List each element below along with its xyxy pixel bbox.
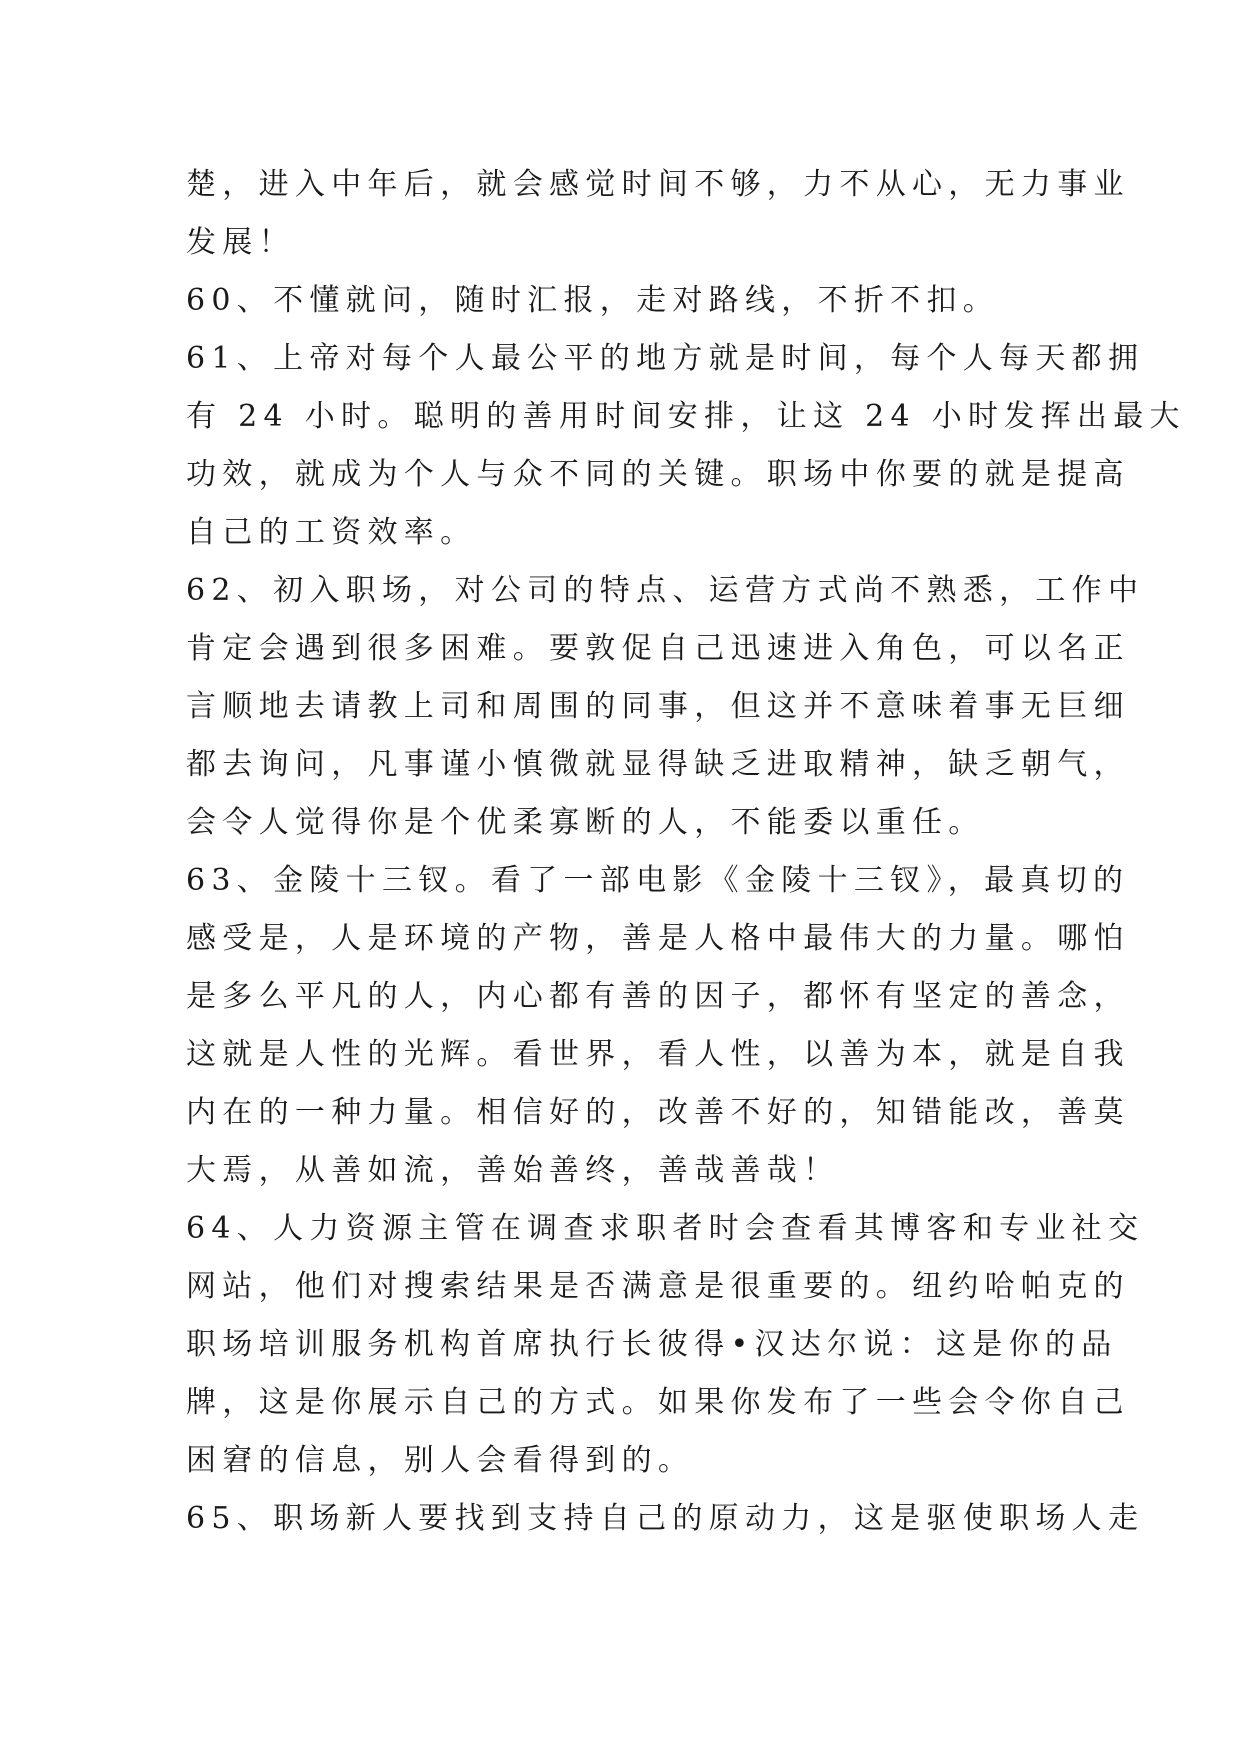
text-line: 肯定会遇到很多困难。要敦促自己迅速进入角色，可以名正: [186, 631, 1130, 666]
text-line: 牌，这是你展示自己的方式。如果你发布了一些会令你自己: [186, 1385, 1130, 1420]
text-line: 感受是，人是环境的产物，善是人格中最伟大的力量。哪怕: [186, 921, 1130, 956]
text-line: 这就是人性的光辉。看世界，看人性，以善为本，就是自我: [186, 1037, 1130, 1072]
text-line: 功效，就成为个人与众不同的关键。职场中你要的就是提高: [186, 457, 1130, 492]
text-line: 有 24 小时。聪明的善用时间安排，让这 24 小时发挥出最大: [186, 399, 1186, 434]
text-line: 职场培训服务机构首席执行长彼得•汉达尔说：这是你的品: [186, 1327, 1118, 1362]
text-line: 困窘的信息，别人会看得到的。: [186, 1443, 695, 1478]
text-line: 62、初入职场，对公司的特点、运营方式尚不熟悉，工作中: [186, 573, 1145, 608]
text-line: 都去询问，凡事谨小慎微就显得缺乏进取精神，缺乏朝气，: [186, 747, 1130, 782]
text-line: 发展！: [186, 225, 295, 260]
text-line: 63、金陵十三钗。看了一部电影《金陵十三钗》，最真切的: [186, 863, 1130, 898]
text-line: 楚，进入中年后，就会感觉时间不够，力不从心，无力事业: [186, 167, 1130, 202]
document-body: [186, 156, 1186, 1548]
text-line: 内在的一种力量。相信好的，改善不好的，知错能改，善莫: [186, 1095, 1130, 1130]
text-line: 网站，他们对搜索结果是否满意是很重要的。纽约哈帕克的: [186, 1269, 1130, 1304]
text-line: 是多么平凡的人，内心都有善的因子，都怀有坚定的善念，: [186, 979, 1130, 1014]
text-line: 60、不懂就问，随时汇报，走对路线，不折不扣。: [186, 283, 1000, 318]
text-line: 61、上帝对每个人最公平的地方就是时间，每个人每天都拥: [186, 341, 1145, 376]
text-line: 言顺地去请教上司和周围的同事，但这并不意味着事无巨细: [186, 689, 1130, 724]
text-line: 大焉，从善如流，善始善终，善哉善哉！: [186, 1153, 840, 1188]
text-line: 65、职场新人要找到支持自己的原动力，这是驱使职场人走: [186, 1501, 1145, 1536]
text-line: 自己的工资效率。: [186, 515, 477, 550]
text-line: 64、人力资源主管在调查求职者时会查看其博客和专业社交: [186, 1211, 1145, 1246]
text-line: 会令人觉得你是个优柔寡断的人，不能委以重任。: [186, 805, 985, 840]
